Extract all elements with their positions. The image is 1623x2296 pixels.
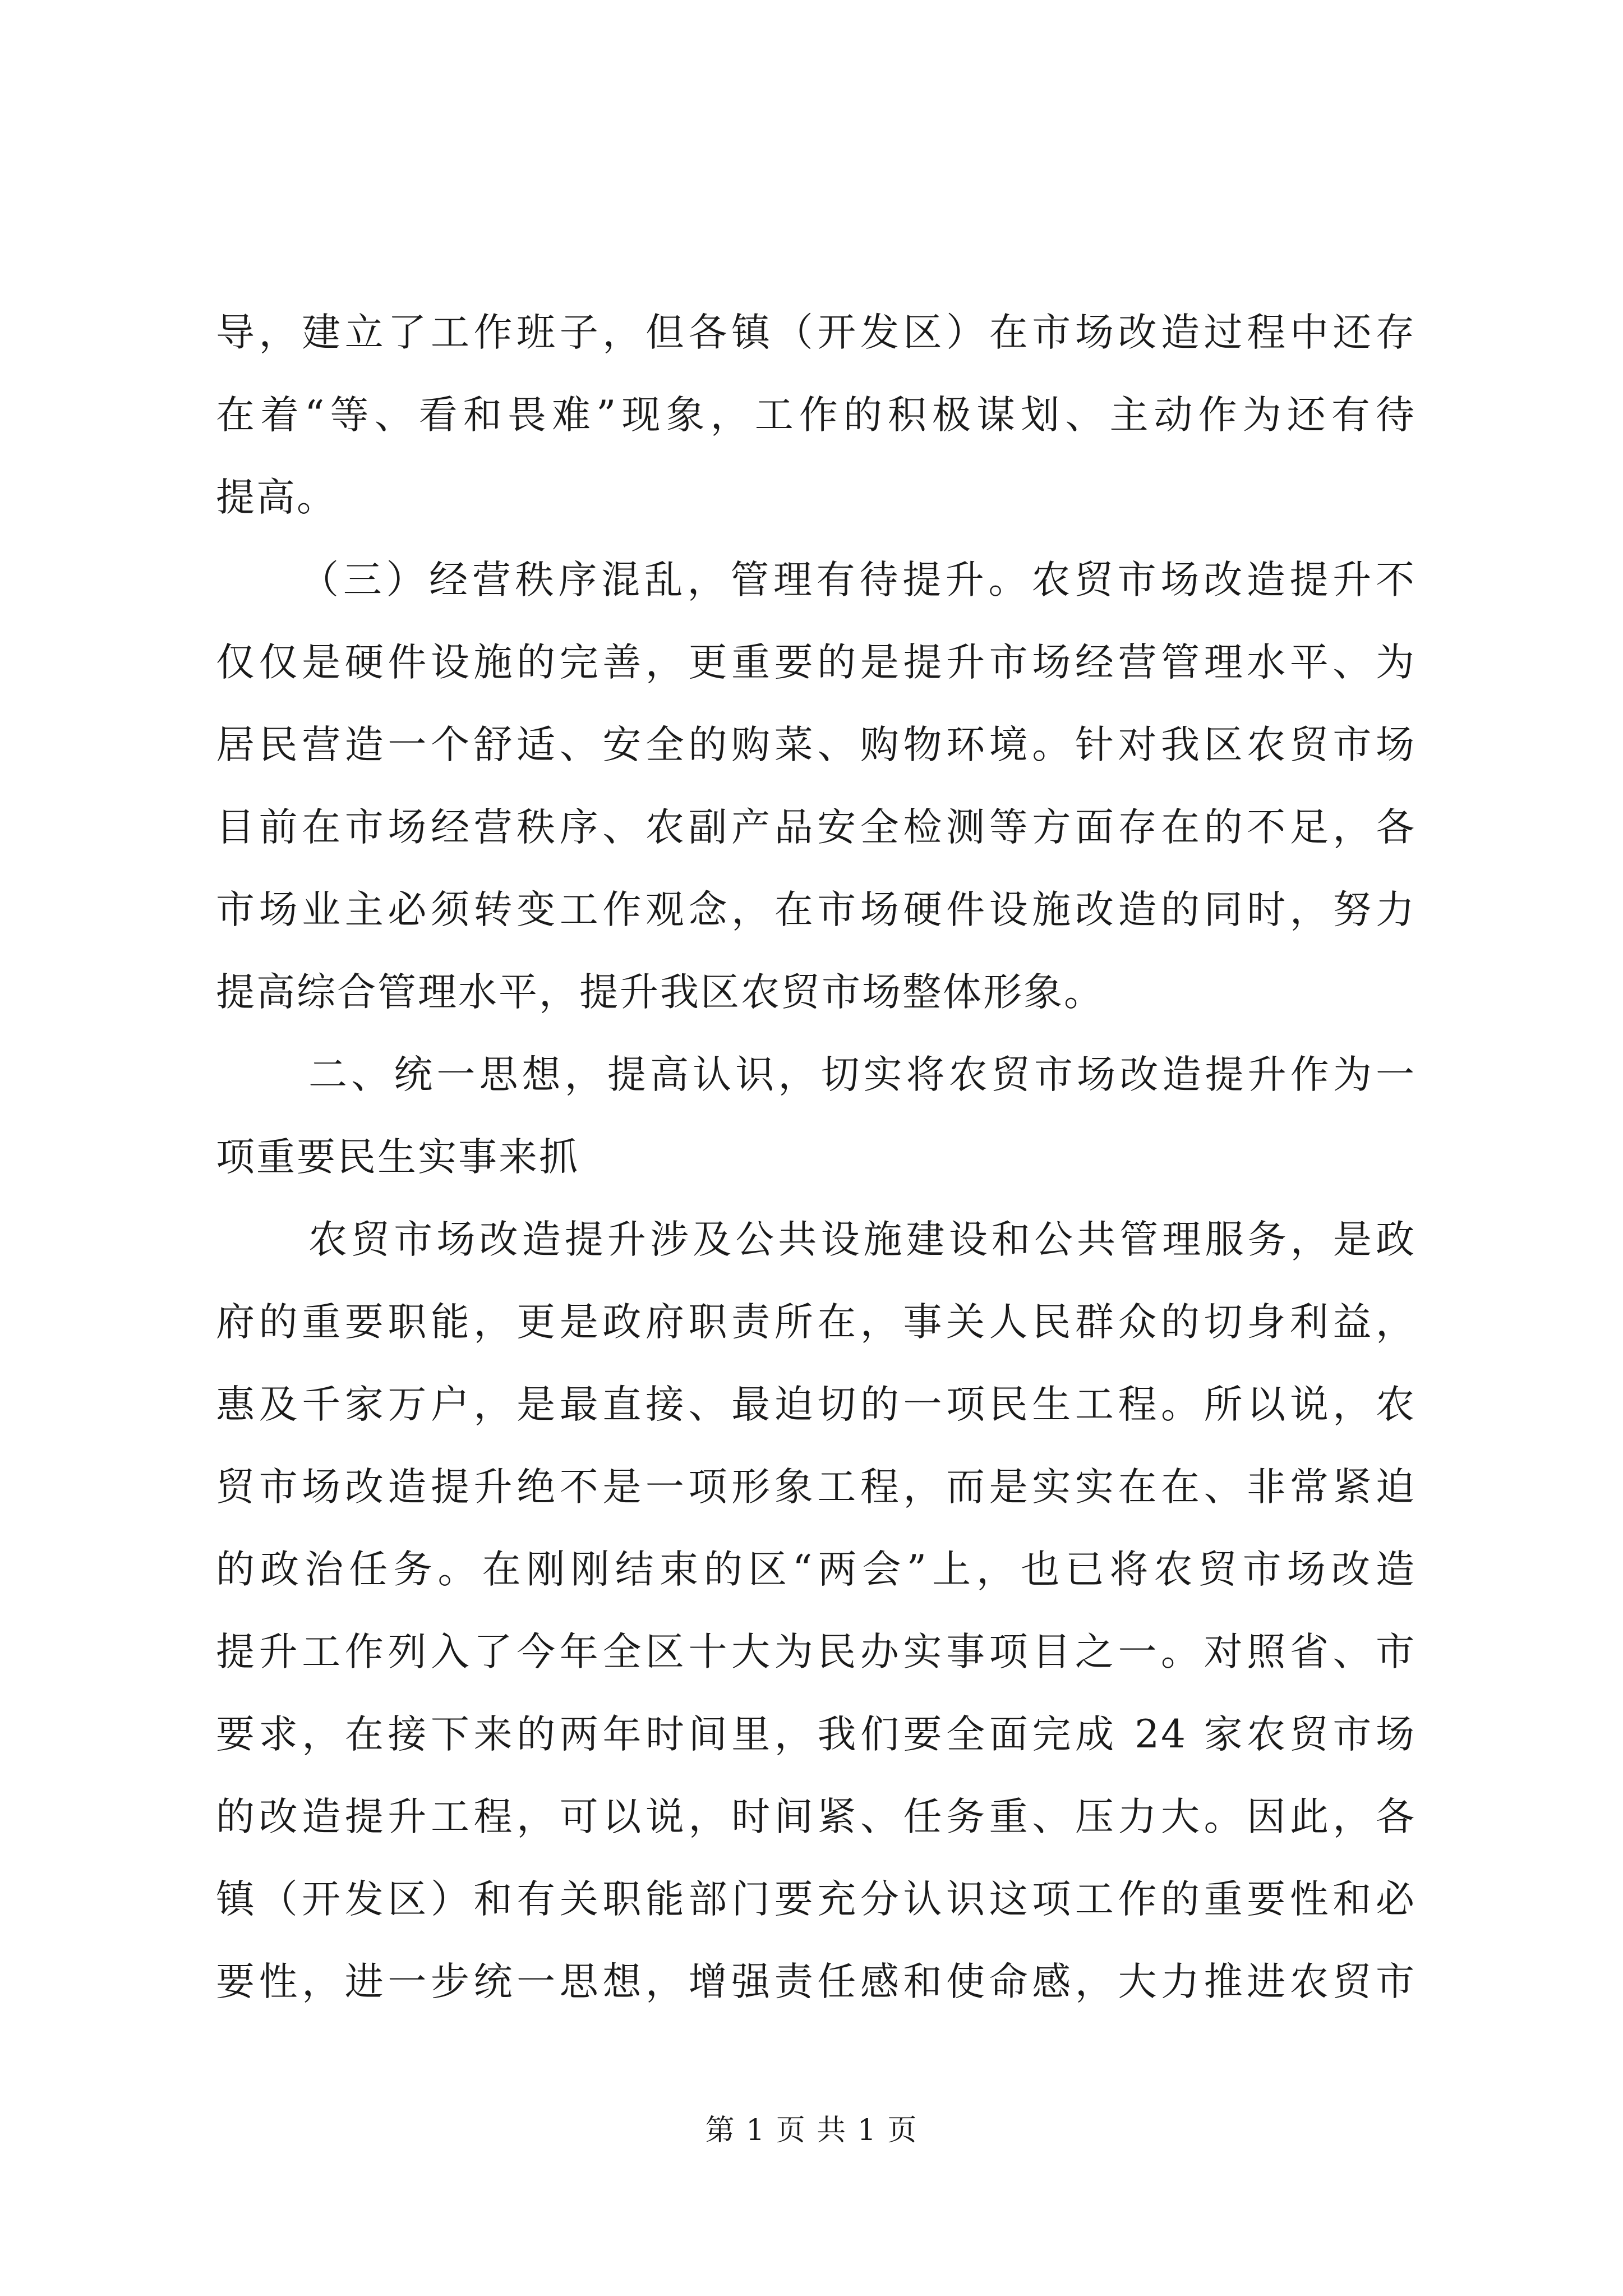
page-number: 第 1 页 共 1 页	[705, 2114, 918, 2147]
text-line: 镇（开发区）和有关职能部门要充分认识这项工作的重要性和必	[216, 1877, 1416, 1922]
text-line: 惠及千家万户，是最直接、最迫切的一项民生工程。所以说，农	[216, 1382, 1416, 1427]
text-line: 在着“等、看和畏难”现象，工作的积极谋划、主动作为还有待	[216, 393, 1416, 438]
text-line: 的改造提升工程，可以说，时间紧、任务重、压力大。因此，各	[216, 1795, 1416, 1839]
section-heading-line: （三）经营秩序混乱，管理有待提升。农贸市场改造提升不	[300, 558, 1416, 602]
text-line: 提高。	[216, 475, 337, 520]
text-line: 要求，在接下来的两年时间里，我们要全面完成 24 家农贸市场	[216, 1712, 1416, 1757]
text-line: 市场业主必须转变工作观念，在市场硬件设施改造的同时，努力	[216, 887, 1416, 932]
section-heading-line: 二、统一思想，提高认识，切实将农贸市场改造提升作为一	[308, 1052, 1416, 1097]
page-footer	[0, 2106, 1623, 2148]
text-line: 的政治任务。在刚刚结束的区“两会”上，也已将农贸市场改造	[216, 1547, 1416, 1592]
text-line: 导，建立了工作班子，但各镇（开发区）在市场改造过程中还存	[216, 310, 1416, 355]
document-body	[216, 292, 1416, 2023]
section-heading-line: 项重要民生实事来抓	[216, 1135, 579, 1180]
text-line: 目前在市场经营秩序、农副产品安全检测等方面存在的不足，各	[216, 805, 1416, 850]
text-line: 要性，进一步统一思想，增强责任感和使命感，大力推进农贸市	[216, 1959, 1416, 2004]
text-line: 仅仅是硬件设施的完善，更重要的是提升市场经营管理水平、为	[216, 640, 1416, 685]
text-line: 府的重要职能，更是政府职责所在，事关人民群众的切身利益，	[216, 1300, 1416, 1345]
text-line: 居民营造一个舒适、安全的购菜、购物环境。针对我区农贸市场	[216, 723, 1416, 767]
text-line: 农贸市场改造提升涉及公共设施建设和公共管理服务，是政	[308, 1217, 1416, 1262]
text-line: 贸市场改造提升绝不是一项形象工程，而是实实在在、非常紧迫	[216, 1465, 1416, 1510]
text-line: 提高综合管理水平，提升我区农贸市场整体形象。	[216, 970, 1104, 1015]
text-line: 提升工作列入了今年全区十大为民办实事项目之一。对照省、市	[216, 1630, 1416, 1674]
